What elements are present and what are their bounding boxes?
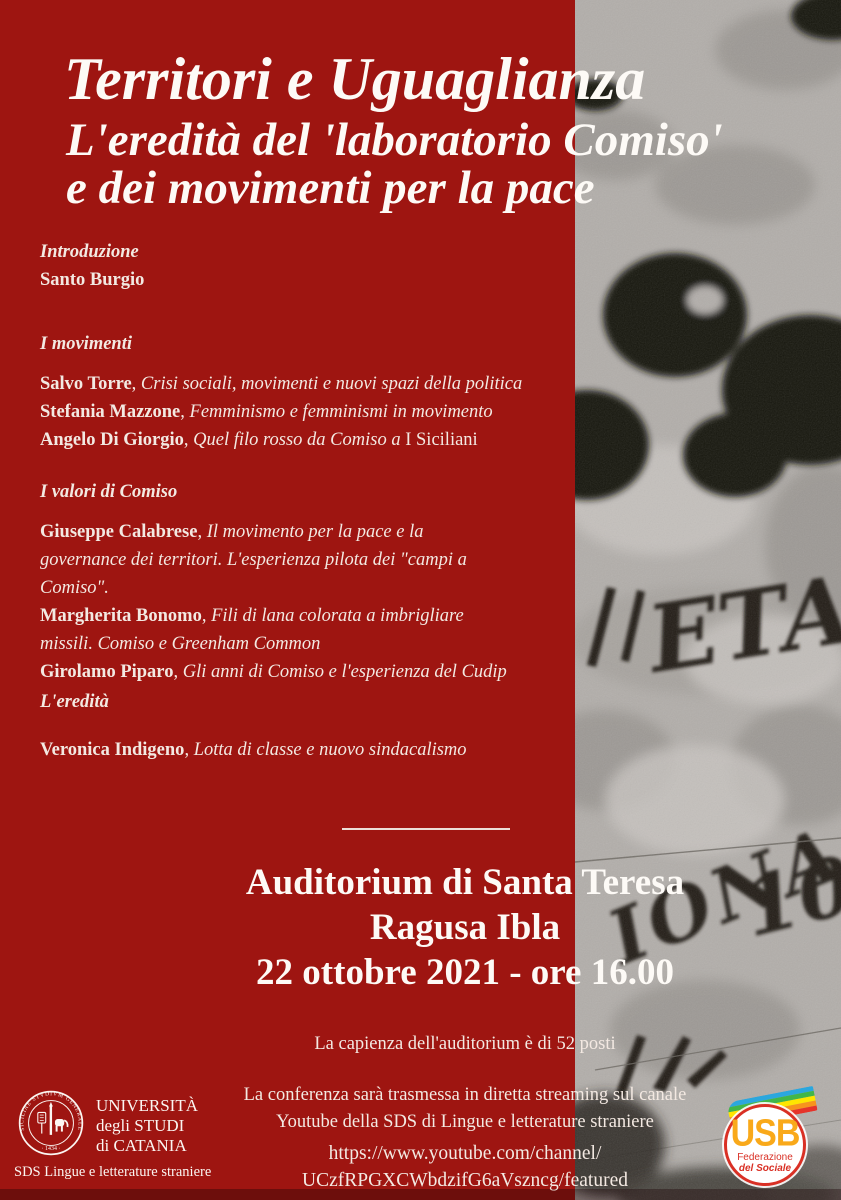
streaming-line1: La conferenza sarà trasmessa in diretta streaming sul canale [243,1085,687,1105]
talk-title: Lotta di classe e nuovo sindacalismo [193,740,467,760]
title-block [64,48,834,212]
talk-title-upright: I Siciliani [400,430,478,450]
divider-line [342,828,510,830]
elephant-obelisk-emblem [38,1102,68,1135]
speaker-name: Girolamo Piparo [40,662,174,682]
talk-title: Fili di lana colorata a imbrigliare [211,606,464,626]
youtube-url-line2: UCzfRPGXCWbdzifG6aVszncg/featured [302,1170,628,1191]
capacity-note [90,1034,840,1055]
speaker-name: Giuseppe Calabrese [40,522,198,542]
separator: , [201,606,212,626]
streaming-line2: Youtube della SDS di Lingue e letterature straniere [276,1112,654,1132]
poster-title: Territori e Uguaglianza [64,46,646,112]
university-name-line2: degli STUDI [96,1116,185,1135]
speaker-row [40,602,640,658]
separator: , [197,522,207,542]
usb-acronym: USB [730,1111,800,1155]
speaker-row [40,736,640,764]
poster-subtitle-line2: e dei movimenti per la pace [66,162,595,214]
section-heading: I valori di Comiso [40,482,178,502]
seal-ring-text: SICILIAE STVDIVM GENERALE [19,1091,83,1132]
section-eredita [40,688,640,764]
usb-subtitle-line2: del Sociale [738,1163,792,1174]
talk-title: Gli anni di Comiso e l'esperienza del Cudip [182,662,507,682]
section-heading: Introduzione [40,242,139,262]
usb-subtitle-line1: Federazione [737,1152,793,1163]
venue-block [90,860,840,995]
section-introduzione [40,238,640,294]
university-name-line1: UNIVERSITÀ [96,1096,198,1115]
talk-title: Femminismo e femminismi in movimento [189,402,493,422]
separator: , [180,402,190,422]
youtube-url-line1: https://www.youtube.com/channel/ [328,1143,602,1164]
capacity-text: La capienza dell'auditorium è di 52 posti [314,1034,616,1054]
venue-city: Ragusa Ibla [369,907,561,948]
university-name-line3: di CATANIA [96,1136,187,1155]
usb-logo [700,1080,830,1198]
speaker-row [40,398,640,426]
venue-name: Auditorium di Santa Teresa [245,862,685,903]
university-seal-icon [18,1090,84,1156]
speaker-row [40,266,640,294]
section-movimenti [40,330,640,454]
talk-title-line2: governance dei territori. L'esperienza pilota dei "campi a [40,550,467,570]
talk-title: Quel filo rosso da Comiso a [193,430,401,450]
separator: , [173,662,183,682]
program [40,238,640,764]
separator: , [183,430,194,450]
university-name [96,1096,198,1156]
section-heading: L'eredità [40,692,109,712]
speaker-name: Stefania Mazzone [40,402,181,422]
separator: , [131,374,141,394]
usb-badge [724,1104,806,1186]
speaker-name: Margherita Bonomo [40,606,202,626]
seal-year: · 1434 · [41,1146,61,1153]
speaker-name: Santo Burgio [40,270,145,290]
section-heading: I movimenti [40,334,132,354]
talk-title: Il movimento per la pace e la [206,522,424,542]
speaker-name: Salvo Torre [40,374,132,394]
poster-subtitle-line1: L'eredità del 'laboratorio Comiso' [66,114,723,166]
speaker-name: Veronica Indigeno [40,740,185,760]
speaker-row [40,658,640,686]
event-date-time: 22 ottobre 2021 - ore 16.00 [256,952,674,993]
speaker-row [40,370,640,398]
speaker-name: Angelo Di Giorgio [40,430,184,450]
talk-title-line3: Comiso". [40,578,109,598]
talk-title: Crisi sociali, movimenti e nuovi spazi della politica [140,374,523,394]
department-name: SDS Lingue e letterature straniere [14,1164,212,1180]
talk-title-line2: missili. Comiso e Greenham Common [40,634,321,654]
separator: , [184,740,194,760]
section-valori-di-comiso [40,478,640,686]
speaker-row [40,426,640,454]
speaker-row [40,518,640,602]
